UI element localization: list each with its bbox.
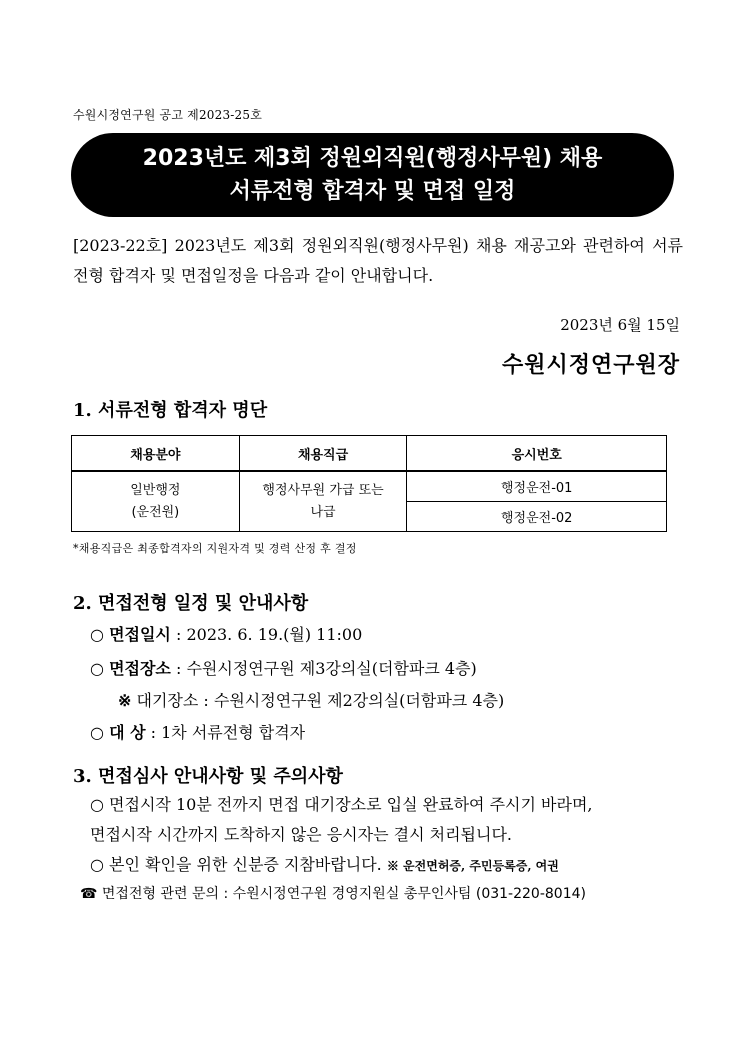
- field-line-2: (운전원): [131, 504, 180, 520]
- title-banner: [71, 133, 674, 217]
- notice-date: 2023년 6월 15일: [560, 316, 680, 334]
- field-line-1: 일반행정: [130, 482, 181, 498]
- grade-cell: [239, 471, 407, 532]
- notice-item-1-line-2: 면접시작 시간까지 도착하지 않은 응시자는 결시 처리됩니다.: [90, 825, 513, 844]
- column-header: 채용직급: [239, 436, 407, 472]
- passer-table: [71, 435, 667, 532]
- notice-item-2: [90, 852, 559, 875]
- interview-time-line: [90, 622, 362, 645]
- table-header-row: [72, 436, 667, 472]
- interview-place-label: 면접장소: [109, 659, 171, 678]
- table-footnote: *채용직급은 최종합격자의 지원자격 및 경력 산정 후 결정: [73, 542, 357, 555]
- applicant-number: 행정운전-01: [407, 471, 667, 502]
- target-label: 대 상: [109, 723, 146, 742]
- id-required-text: ○ 본인 확인을 위한 신분증 지참바랍니다.: [90, 855, 382, 874]
- grade-line-1: 행정사무원 가급 또는: [262, 482, 384, 498]
- target-line: [90, 720, 305, 743]
- applicant-number: 행정운전-02: [407, 502, 667, 532]
- id-types-note: ※ 운전면허증, 주민등록증, 여권: [386, 859, 559, 873]
- title-line-1: 2023년도 제3회 정원외직원(행정사무원) 채용: [142, 146, 603, 171]
- interview-place-value: : 수원시정연구원 제3강의실(더함파크 4층): [175, 659, 477, 678]
- section-2-heading: 2. 면접전형 일정 및 안내사항: [73, 593, 309, 614]
- field-cell: [72, 471, 240, 532]
- issuer-name: 수원시정연구원장: [501, 352, 680, 378]
- title-line-2: 서류전형 합격자 및 면접 일정: [229, 179, 516, 204]
- reference-mark: ※: [118, 691, 132, 710]
- notice-number: 수원시정연구원 공고 제2023-25호: [73, 108, 263, 122]
- interview-time-label: 면접일시: [109, 625, 171, 644]
- grade-line-2: 나급: [310, 504, 336, 520]
- column-header: 채용분야: [72, 436, 240, 472]
- section-3-heading: 3. 면접심사 안내사항 및 주의사항: [73, 766, 343, 787]
- section-1-heading: 1. 서류전형 합격자 명단: [73, 400, 268, 421]
- column-header: 응시번호: [407, 436, 667, 472]
- target-value: : 1차 서류전형 합격자: [150, 723, 306, 742]
- table-row: [72, 471, 667, 502]
- notice-item-1-line-1: ○ 면접시작 10분 전까지 면접 대기장소로 입실 완료하여 주시기 바라며,: [90, 795, 593, 814]
- contact-line: [80, 883, 586, 903]
- contact-text: 면접전형 관련 문의 : 수원시정연구원 경영지원실 총무인사팀 (031-220-8014): [101, 886, 586, 902]
- waiting-place-line: [118, 688, 504, 711]
- waiting-place-value: 대기장소 : 수원시정연구원 제2강의실(더함파크 4층): [136, 691, 505, 710]
- intro-paragraph: [2023-22호] 2023년도 제3회 정원외직원(행정사무원) 채용 재공고와 관련하여 서류전형 합격자 및 면접일정을 다음과 같이 안내합니다.: [73, 236, 683, 285]
- interview-time-value: : 2023. 6. 19.(월) 11:00: [175, 625, 363, 644]
- bullet-circle: ○: [90, 659, 104, 678]
- interview-place-line: [90, 656, 477, 679]
- bullet-circle: ○: [90, 625, 104, 644]
- bullet-circle: ○: [90, 723, 104, 742]
- telephone-icon: ☎: [80, 886, 98, 902]
